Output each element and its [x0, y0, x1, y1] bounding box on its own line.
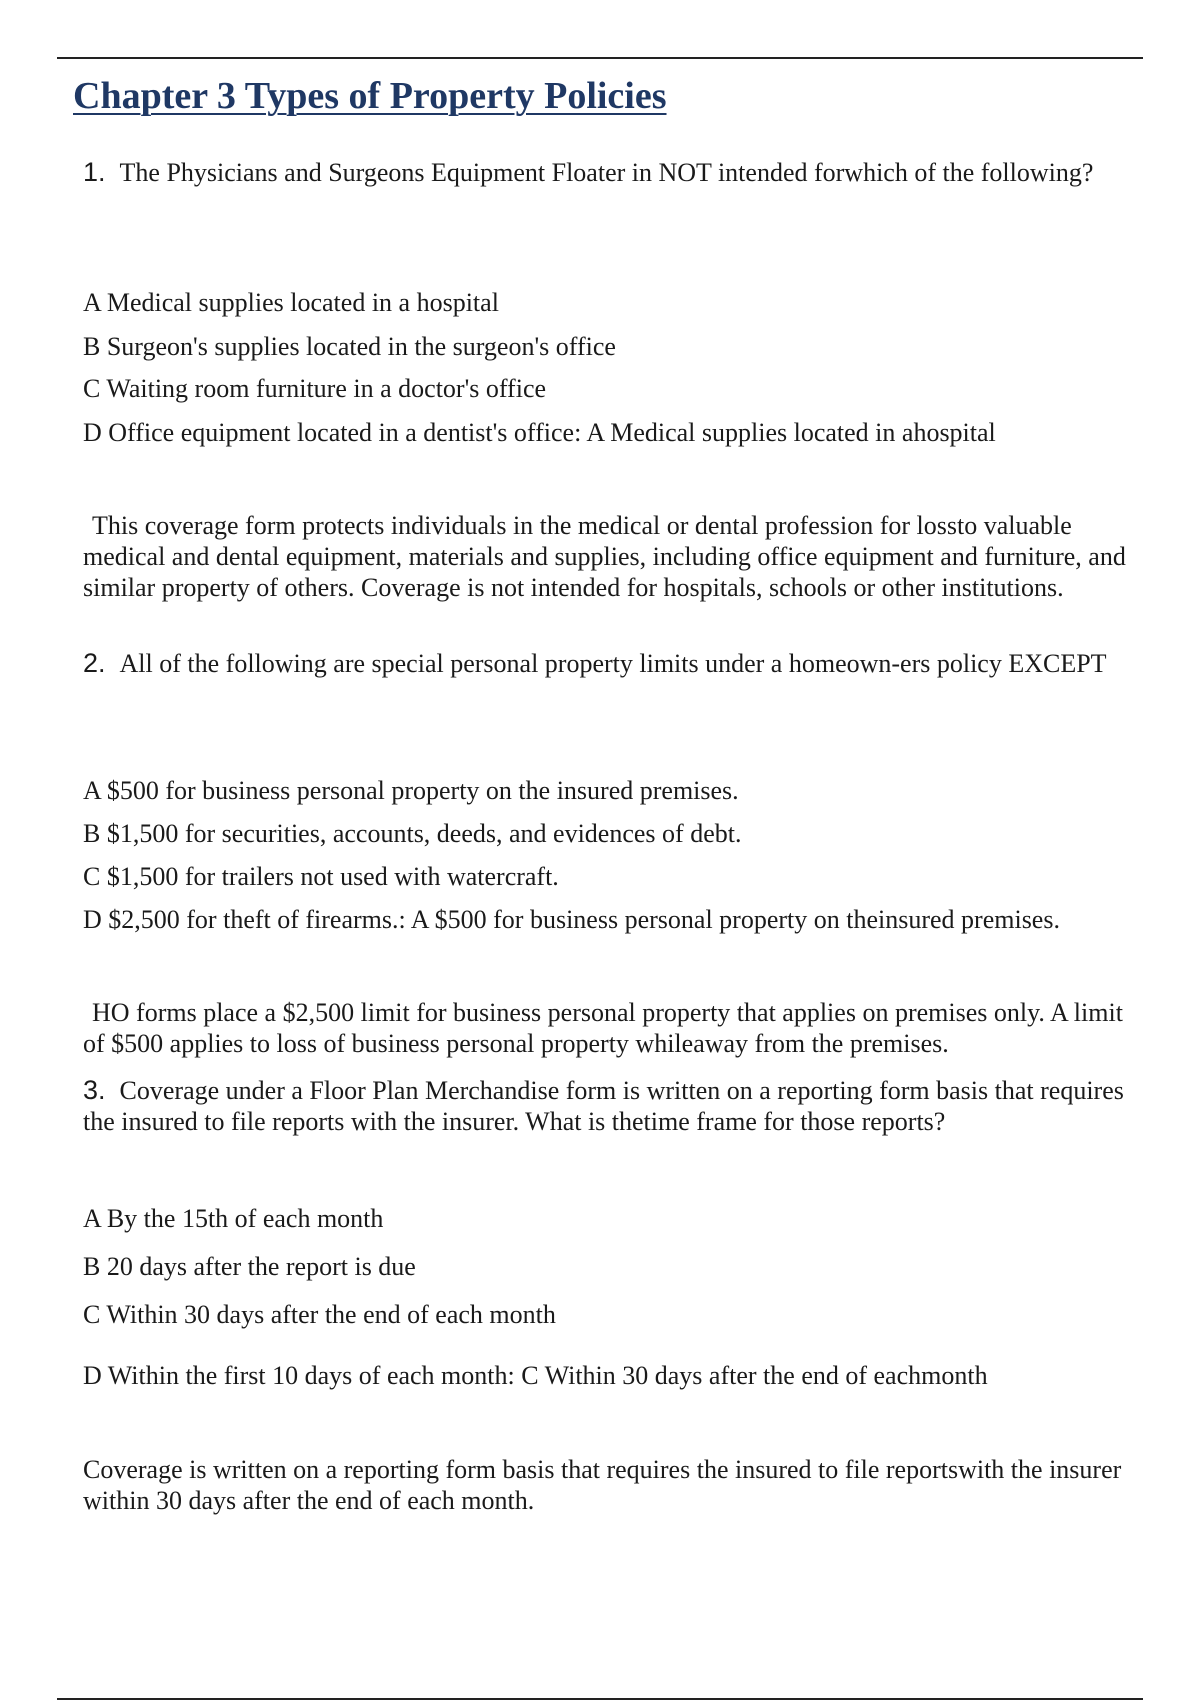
- top-rule: [57, 57, 1143, 59]
- question-text: Coverage under a Floor Plan Merchandise form is written on a reporting form basis that requires the insured to file reports with the insurer. What is thetime frame for those reports?: [83, 1076, 1124, 1136]
- option-a: A By the 15th of each month: [83, 1204, 384, 1233]
- option-d-answer: D Office equipment located in a dentist's office: A Medical supplies located in ahospital: [83, 418, 996, 447]
- explanation-1: This coverage form protects individuals in the medical or dental profession for lossto valuable medical and dental equipment, materials and supplies, including office equipment and furniture, and similar property of others. Coverage is not intended for hospitals, schools or other institutions.: [83, 511, 1126, 602]
- explanation-3: Coverage is written on a reporting form basis that requires the insured to file reportswith the insurer within 30 days after the end of each month.: [83, 1455, 1122, 1515]
- option-c: C $1,500 for trailers not used with watercraft.: [83, 862, 559, 891]
- option-a: A Medical supplies located in a hospital: [83, 288, 499, 317]
- question-number: 1.: [83, 157, 106, 187]
- question-2: [83, 648, 1143, 679]
- option-b: B 20 days after the report is due: [83, 1252, 416, 1281]
- option-b: B $1,500 for securities, accounts, deeds, and evidences of debt.: [83, 819, 742, 848]
- option-c: C Waiting room furniture in a doctor's office: [83, 374, 547, 403]
- question-text: The Physicians and Surgeons Equipment Floater in NOT intended forwhich of the following?: [119, 158, 1094, 187]
- question-number: 3.: [83, 1075, 106, 1105]
- option-b: B Surgeon's supplies located in the surgeon's office: [83, 332, 616, 361]
- question-1: [83, 157, 1143, 188]
- option-c: C Within 30 days after the end of each month: [83, 1300, 556, 1329]
- question-number: 2.: [83, 648, 106, 678]
- explanation-2: HO forms place a $2,500 limit for business personal property that applies on premises only. A limit of $500 applies to loss of business personal property whileaway from the premises.: [83, 998, 1123, 1058]
- question-text: All of the following are special personal property limits under a homeown-ers policy EXCEPT: [119, 649, 1107, 678]
- question-3: [83, 1075, 1143, 1137]
- option-d-answer: D Within the first 10 days of each month: C Within 30 days after the end of eachmonth: [83, 1361, 988, 1390]
- page-title: Chapter 3 Types of Property Policies: [73, 75, 667, 117]
- option-a: A $500 for business personal property on the insured premises.: [83, 776, 739, 805]
- option-d-answer: D $2,500 for theft of firearms.: A $500 for business personal property on theinsured premises.: [83, 905, 1060, 934]
